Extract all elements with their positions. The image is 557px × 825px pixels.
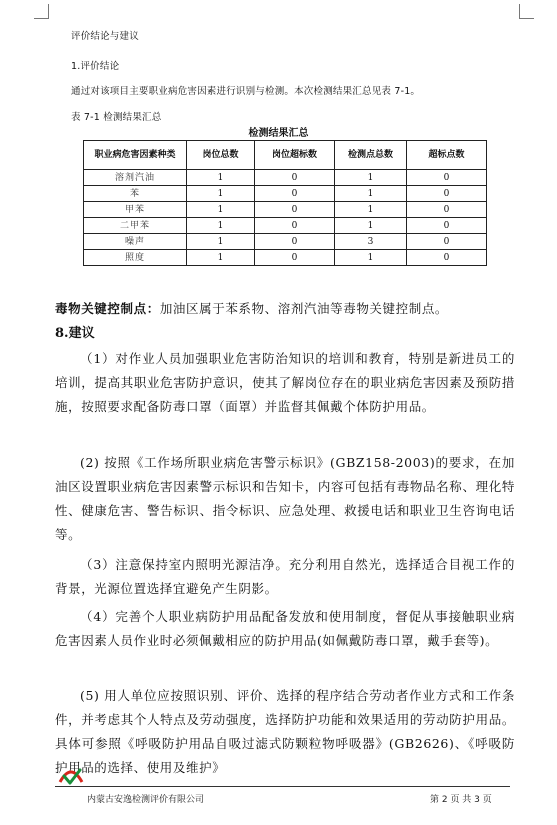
footer-page-number: 第 2 页 共 3 页 [430, 795, 492, 805]
table-cell: 噪声 [84, 234, 187, 250]
table-row [84, 170, 487, 186]
table-row [84, 234, 487, 250]
table-cell: 1 [335, 250, 407, 266]
table-cell: 0 [255, 202, 335, 218]
table-cell: 1 [187, 186, 255, 202]
table-row [84, 218, 487, 234]
header-cell: 职业病危害因素种类 [84, 141, 187, 170]
crop-mark-top-left [34, 4, 49, 19]
crop-mark-top-right [519, 4, 534, 19]
table-cell: 溶剂汽油 [84, 170, 187, 186]
suggestion-paragraph-2: (2) 按照《工作场所职业病危害警示标识》(GBZ158-2003)的要求，在加油区设置职业病危害因素警示标识和告知卡，内容可包括有毒物品名称、理化特性、健康危害、警告标识、指令标识、应急处理、救援电话和职业卫生咨询电话等。 [55, 455, 515, 542]
footer-divider [55, 786, 510, 787]
header-cell: 检测点总数 [335, 141, 407, 170]
suggestion-paragraph-1: （1）对作业人员加强职业危害防治知识的培训和教育，特别是新进员工的培训，提高其职业危害防护意识，使其了解岗位存在的职业病危害因素及预防措施，按照要求配备防毒口罩（面罩）并监督其佩戴个体防护用品。 [55, 351, 515, 414]
header-cell: 超标点数 [407, 141, 487, 170]
keypoint-text: 加油区属于苯系物、溶剂汽油等毒物关键控制点。 [159, 301, 449, 316]
table-row [84, 186, 487, 202]
table-cell: 0 [407, 202, 487, 218]
table-cell: 苯 [84, 186, 187, 202]
table-caption: 表 7-1 检测结果汇总 [71, 112, 162, 123]
table-row [84, 250, 487, 266]
result-table [83, 140, 487, 266]
table-cell: 1 [335, 218, 407, 234]
table-cell: 1 [187, 250, 255, 266]
table-cell: 0 [407, 170, 487, 186]
table-cell: 0 [255, 234, 335, 250]
table-cell: 0 [255, 250, 335, 266]
table-row [84, 202, 487, 218]
table-cell: 1 [335, 186, 407, 202]
table-cell: 0 [255, 218, 335, 234]
table-cell: 0 [255, 186, 335, 202]
table-cell: 1 [187, 218, 255, 234]
company-logo-icon [57, 764, 85, 786]
doc-title: 评价结论与建议 [71, 31, 139, 42]
table-cell: 照度 [84, 250, 187, 266]
table-cell: 二甲苯 [84, 218, 187, 234]
intro-text: 通过对该项目主要职业病危害因素进行识别与检测。本次检测结果汇总见表 7-1。 [71, 86, 421, 97]
table-cell: 1 [335, 170, 407, 186]
table-cell: 0 [407, 186, 487, 202]
table-header-row [84, 141, 487, 170]
table-cell: 1 [335, 202, 407, 218]
table-cell: 3 [335, 234, 407, 250]
footer-company: 内蒙古安逸检测评价有限公司 [87, 795, 205, 805]
header-cell: 岗位总数 [187, 141, 255, 170]
section-heading: 1.评价结论 [71, 61, 120, 72]
table-cell: 0 [407, 234, 487, 250]
table-cell: 甲苯 [84, 202, 187, 218]
table-cell: 1 [187, 202, 255, 218]
table-cell: 0 [407, 218, 487, 234]
table-title: 检测结果汇总 [248, 128, 309, 139]
header-cell: 岗位超标数 [255, 141, 335, 170]
suggest-heading: 8.建议 [55, 326, 95, 341]
table-cell: 0 [255, 170, 335, 186]
suggestion-paragraph-5: (5) 用人单位应按照识别、评价、选择的程序结合劳动者作业方式和工作条件，并考虑其个人特点及劳动强度，选择防护功能和效果适用的劳动防护用品。具体可参照《呼吸防护用品自吸过滤式防颗粒物呼吸器》(GB2626)、《呼吸防护用品的选择、使用及维护》 [55, 688, 515, 775]
keypoint-paragraph [55, 297, 515, 321]
keypoint-label: 毒物关键控制点： [55, 301, 160, 316]
table-cell: 1 [187, 234, 255, 250]
table-cell: 0 [407, 250, 487, 266]
table-cell: 1 [187, 170, 255, 186]
suggestion-paragraph-3: （3）注意保持室内照明光源洁净。充分利用自然光，选择适合目视工作的背景，光源位置选择宜避免产生阴影。 [55, 557, 515, 596]
suggestion-paragraph-4: （4）完善个人职业病防护用品配备发放和使用制度，督促从事接触职业病危害因素人员作业时必须佩戴相应的防护用品(如佩戴防毒口罩，戴手套等)。 [55, 609, 515, 648]
